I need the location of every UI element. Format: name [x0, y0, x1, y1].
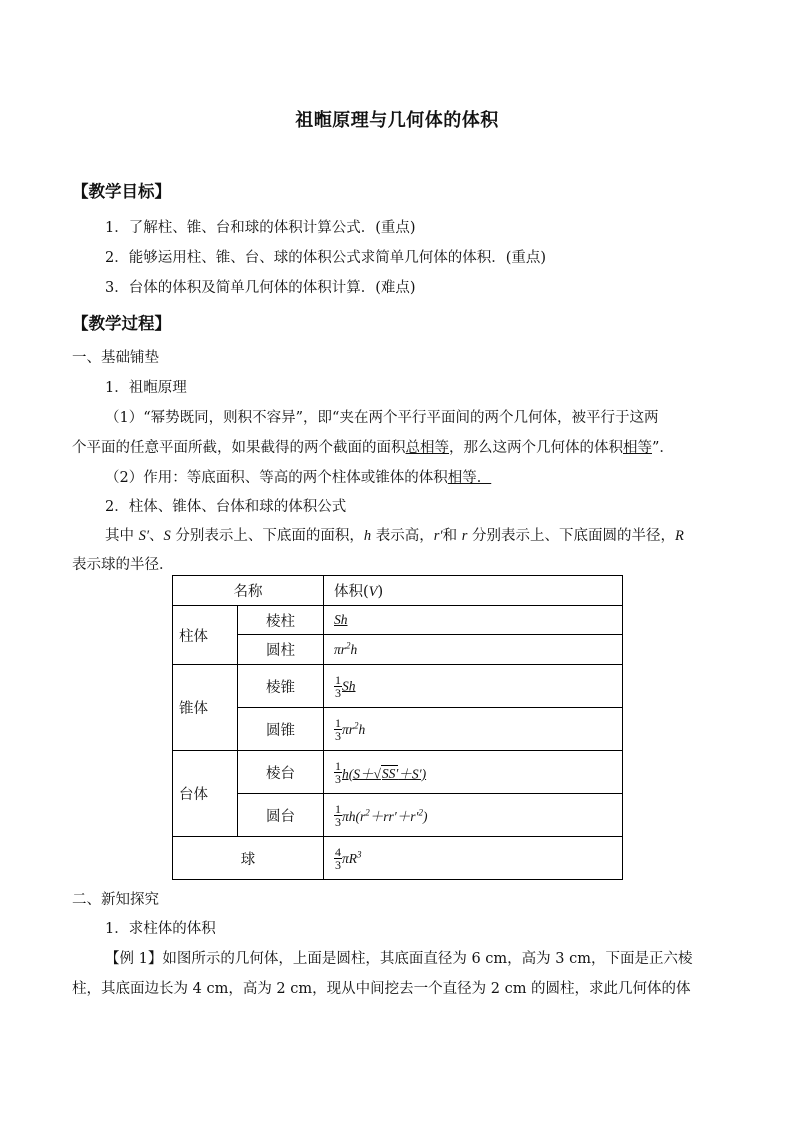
formula-part: πr — [334, 642, 347, 658]
category-cone-pyramid: 锥体 — [173, 665, 238, 751]
numerator: 1 — [335, 801, 341, 816]
fraction — [334, 846, 342, 871]
exponent: 2 — [346, 640, 351, 651]
table-header-name: 名称 — [173, 576, 324, 606]
formula-cone — [324, 708, 623, 751]
exponent: 3 — [357, 849, 362, 860]
shape-cone-frustum: 圆台 — [238, 794, 324, 837]
goal-item-3: 3．台体的体积及简单几何体的体积计算．(难点) — [105, 280, 416, 296]
fraction — [334, 760, 342, 785]
formula-sphere — [324, 837, 623, 880]
formula-text — [342, 851, 362, 866]
fraction — [334, 717, 342, 742]
text-run: 分别表示上、下底面的面积， — [170, 528, 364, 544]
underlined-answer: 相等 — [623, 440, 652, 456]
item-prism-volume: 1．求柱体的体积 — [105, 921, 216, 937]
part1-heading: 一、基础铺垫 — [72, 350, 159, 366]
math-var: V — [368, 584, 378, 600]
formula-text: Sh — [342, 678, 356, 693]
underlined-answer: 相等． — [447, 470, 492, 486]
formula-text — [342, 809, 427, 824]
example-1-line-1: 【例 1】如图所示的几何体，上面是圆柱，其底面直径为 6 cm，高为 3 cm，下面是正六棱 — [105, 951, 693, 967]
goals-heading: 【教学目标】 — [72, 182, 171, 201]
text-run: （2）作用：等底面积、等高的两个柱体或锥体的体积 — [105, 470, 448, 486]
category-prism-cylinder: 柱体 — [173, 606, 238, 665]
part2-heading: 二、新知探究 — [72, 892, 159, 908]
formula-text — [334, 642, 357, 657]
text-run: ) — [377, 584, 384, 600]
formula-part: πR — [342, 850, 358, 866]
text-run: ，那么这两个几何体的体积 — [449, 440, 623, 456]
fraction — [334, 803, 342, 828]
math-var: r′ — [433, 528, 443, 544]
formula-part: ) — [422, 809, 428, 824]
item-volume-formulas: 2．柱体、锥体、台体和球的体积公式 — [105, 499, 347, 515]
denominator: 3 — [335, 771, 341, 786]
fraction — [334, 674, 342, 699]
denominator: 3 — [335, 814, 341, 829]
item-zugeng-principle: 1．祖暅原理 — [105, 380, 187, 396]
math-var: S′ — [138, 528, 150, 544]
formula-text: Sh — [334, 612, 348, 627]
paragraph-line — [105, 468, 501, 488]
math-var: R — [674, 528, 684, 544]
formula-part: ＋rr′＋r′ — [369, 809, 419, 824]
text-run: 其中 — [105, 528, 139, 544]
paragraph-line: （1）“幂势既同，则积不容异”，即“夹在两个平行平面间的两个几何体，被平行于这两 — [105, 410, 659, 426]
shape-prism-frustum: 棱台 — [238, 751, 324, 794]
numerator: 4 — [335, 844, 341, 859]
formula-cone-frustum — [324, 794, 623, 837]
numerator: 1 — [335, 758, 341, 773]
formula-text: h(S＋√SS′＋S′) — [342, 766, 427, 781]
exponent: 2 — [365, 807, 370, 818]
text-run: ”． — [652, 440, 674, 456]
process-heading: 【教学过程】 — [72, 314, 171, 333]
shape-prism: 棱柱 — [238, 606, 324, 635]
formula-part: h(S＋ — [342, 766, 374, 781]
numerator: 1 — [335, 715, 341, 730]
formula-part: h — [350, 642, 358, 658]
formula-prism — [324, 606, 623, 635]
exponent: 2 — [418, 807, 423, 818]
goal-item-1: 1．了解柱、锥、台和球的体积计算公式．(重点) — [105, 220, 416, 236]
math-var: r — [461, 528, 468, 544]
formula-part: ＋S′) — [398, 766, 427, 781]
formula-cylinder — [324, 635, 623, 665]
page-title: 祖暅原理与几何体的体积 — [295, 110, 499, 131]
shape-sphere: 球 — [173, 837, 324, 880]
shape-cylinder: 圆柱 — [238, 635, 324, 665]
formula-part: πh(r — [342, 809, 366, 824]
underlined-answer: 总相等 — [405, 440, 449, 456]
shape-cone: 圆锥 — [238, 708, 324, 751]
sqrt-radicand: SS′ — [381, 766, 399, 781]
formula-prism-frustum — [324, 751, 623, 794]
text-run: 、 — [149, 528, 164, 544]
numerator: 1 — [335, 672, 341, 687]
math-var: S — [163, 528, 171, 544]
denominator: 3 — [335, 728, 341, 743]
formula-part: h — [358, 721, 366, 737]
text-run: 体积( — [334, 584, 369, 600]
formula-pyramid — [324, 665, 623, 708]
example-1-line-2: 柱，其底面边长为 4 cm，高为 2 cm，现从中间挖去一个直径为 2 cm 的圆柱，求此几何体的体 — [72, 981, 691, 997]
text-run: 表示高， — [371, 528, 434, 544]
text-run: 和 — [442, 528, 462, 544]
paragraph-line — [105, 526, 684, 546]
text-run: 个平面的任意平面所截，如果截得的两个截面的面积 — [72, 440, 406, 456]
formula-part: πr — [342, 721, 355, 737]
paragraph-line — [72, 438, 674, 458]
math-var: h — [363, 528, 372, 544]
volume-formula-table — [172, 575, 623, 880]
text-run: 分别表示上、下底面圆的半径， — [467, 528, 675, 544]
table-header-volume — [324, 576, 623, 606]
shape-pyramid: 棱锥 — [238, 665, 324, 708]
denominator: 3 — [335, 685, 341, 700]
formula-text — [342, 722, 365, 737]
exponent: 2 — [354, 720, 359, 731]
goal-item-2: 2．能够运用柱、锥、台、球的体积公式求简单几何体的体积．(重点) — [105, 250, 547, 266]
denominator: 3 — [335, 857, 341, 872]
paragraph-line: 表示球的半径． — [72, 557, 174, 573]
category-frustum: 台体 — [173, 751, 238, 837]
